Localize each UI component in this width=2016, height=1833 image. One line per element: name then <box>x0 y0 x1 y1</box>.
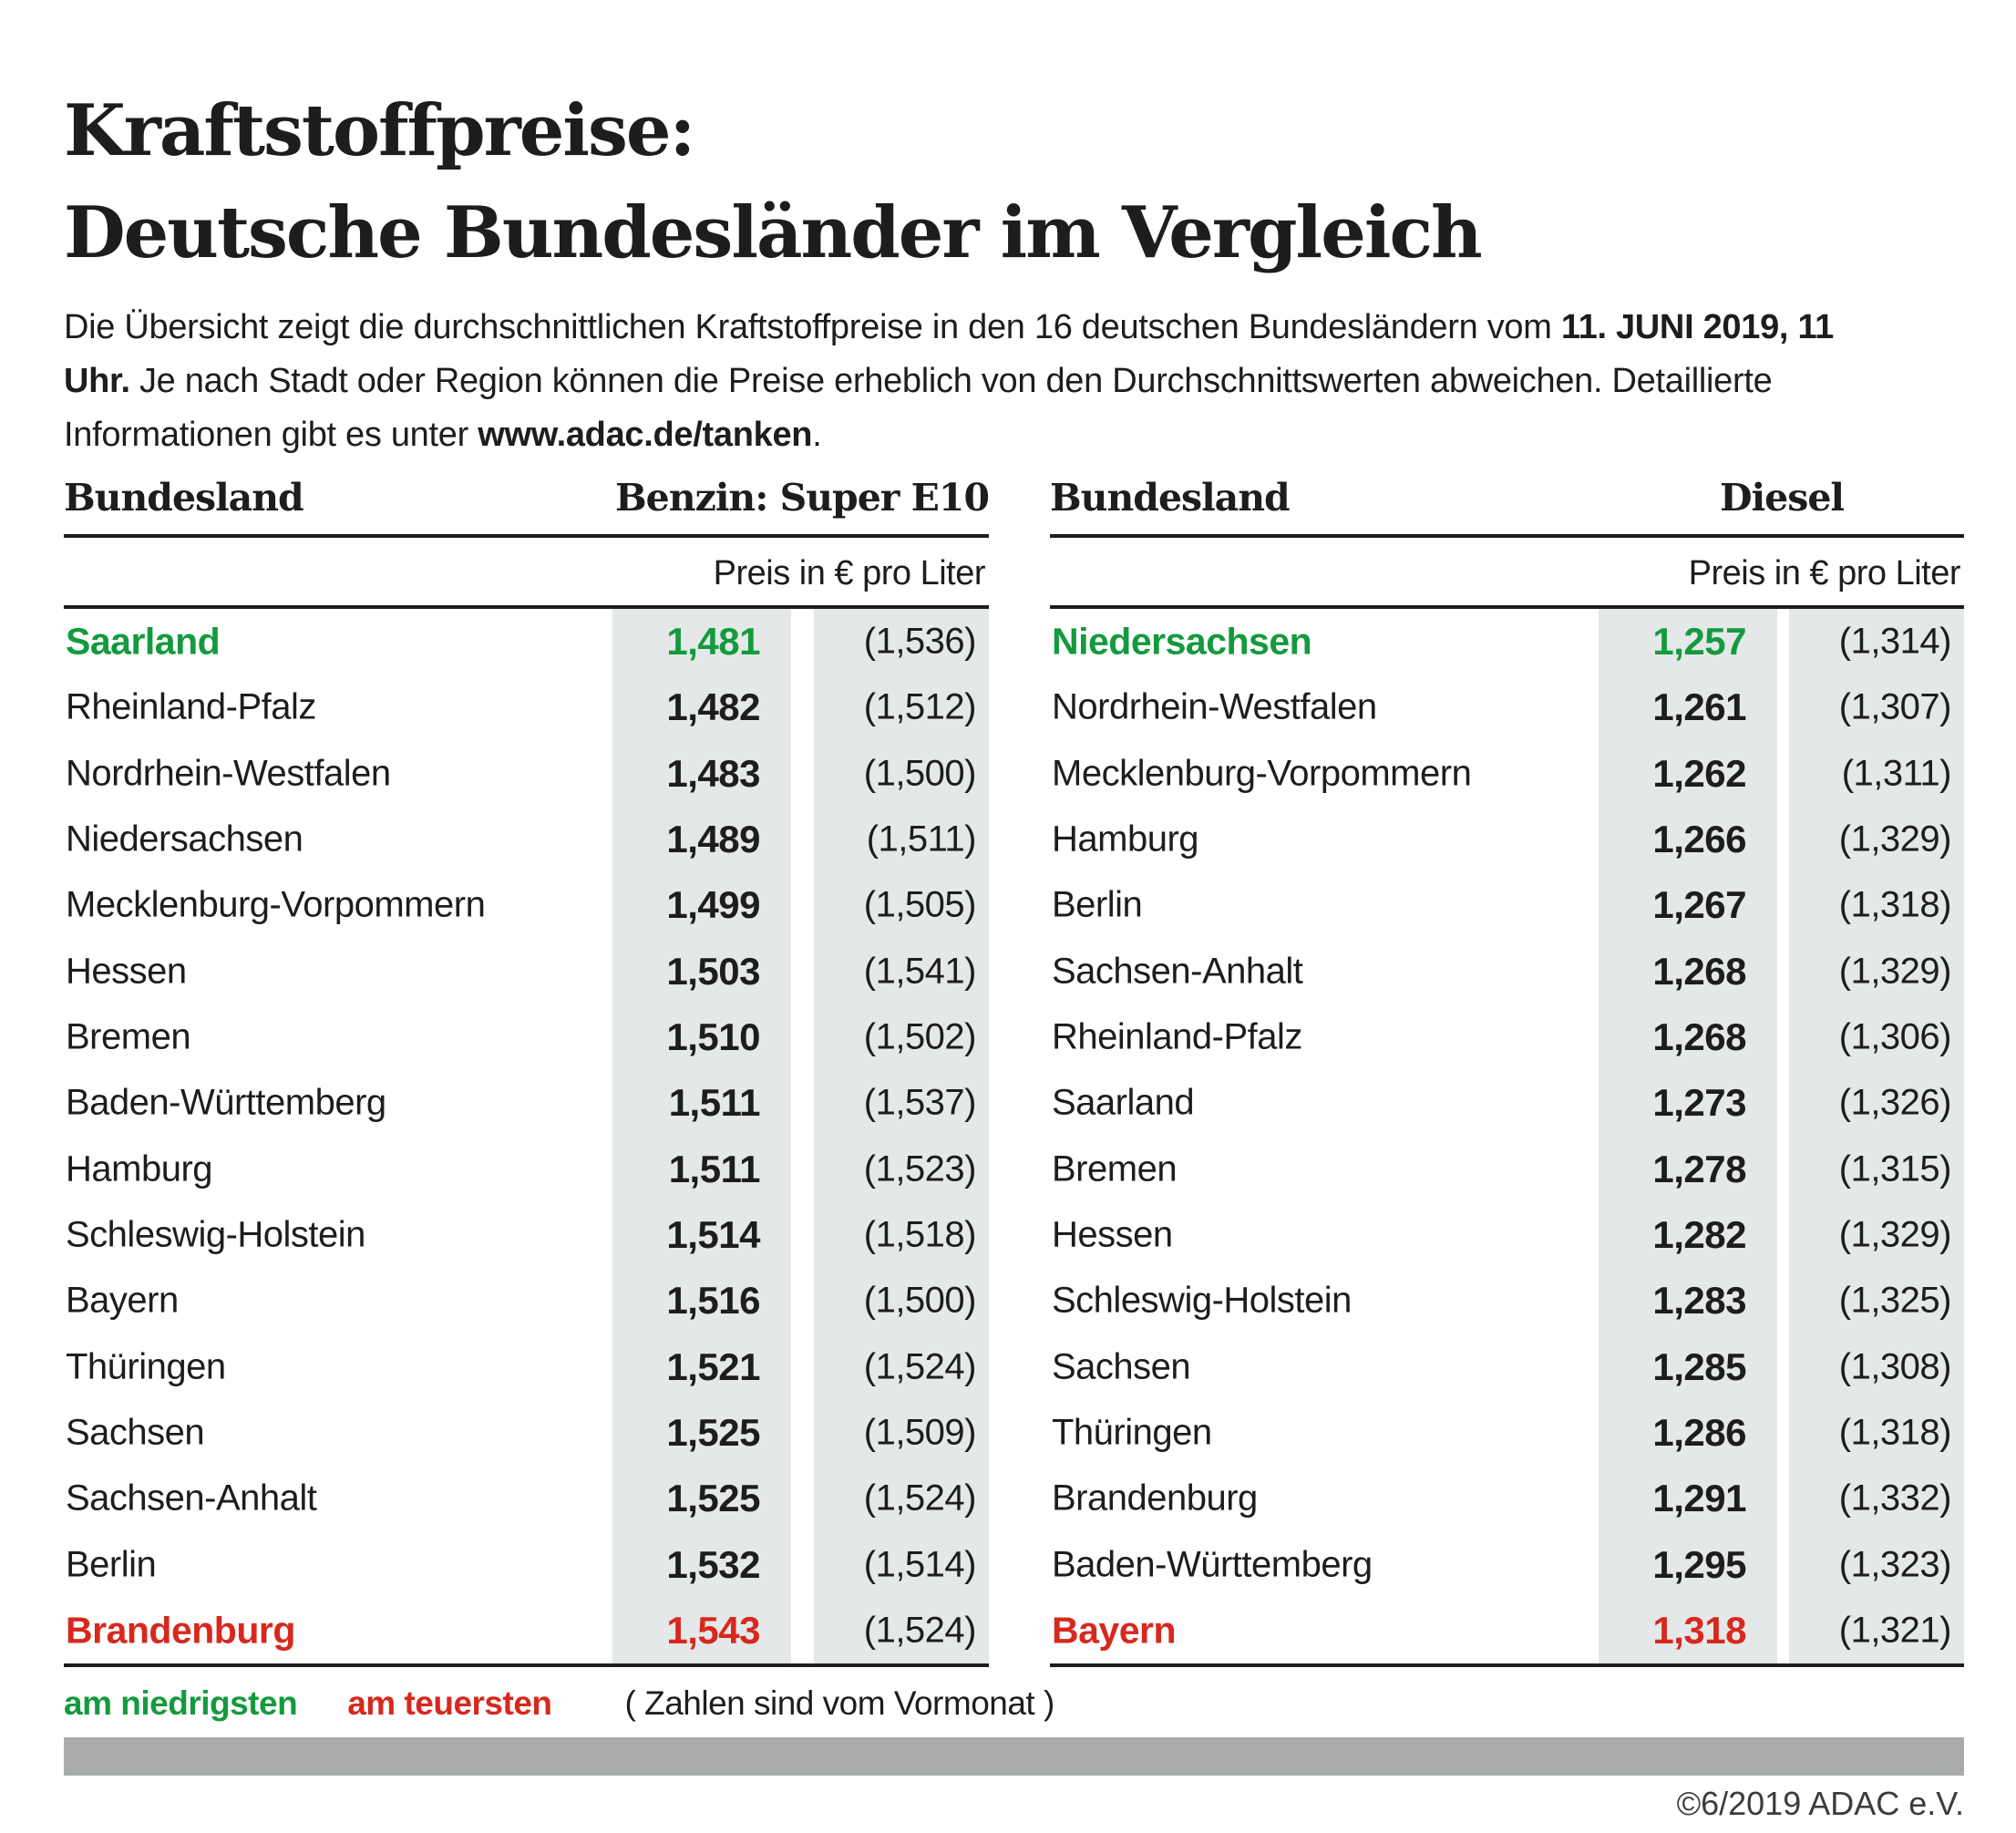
previous-month-value: (1,314) <box>1838 621 1951 662</box>
benzin-table-header <box>64 474 989 530</box>
divider <box>64 1663 989 1667</box>
state-label: Thüringen <box>1052 1412 1212 1453</box>
state-label: Mecklenburg-Vorpommern <box>1052 753 1472 794</box>
state-label: Bremen <box>1052 1148 1178 1189</box>
table-row <box>1050 1466 1964 1531</box>
page-title-line2: Deutsche Bundesländer im Vergleich <box>64 191 1481 275</box>
state-label: Hessen <box>1052 1214 1173 1255</box>
table-row <box>64 1202 989 1268</box>
price-value: 1,521 <box>666 1344 760 1388</box>
state-label: Brandenburg <box>1052 1478 1258 1519</box>
intro-text-2: Je nach Stadt oder Region können die Preise erheblich von den Durchschnittswerten abweichen. Detaillierte Informationen gibt es unter <box>64 362 1773 454</box>
intro-paragraph <box>64 301 1877 462</box>
state-label: Bayern <box>66 1280 179 1321</box>
benzin-price-table <box>64 474 989 1670</box>
price-value: 1,516 <box>666 1279 760 1323</box>
page-title <box>64 80 1481 284</box>
previous-month-value: (1,318) <box>1838 1412 1951 1453</box>
state-label: Saarland <box>66 620 221 663</box>
previous-month-value: (1,518) <box>863 1214 976 1255</box>
table-row <box>1050 807 1964 872</box>
state-label: Rheinland-Pfalz <box>66 686 316 727</box>
legend <box>64 1684 1054 1723</box>
price-value: 1,482 <box>666 685 760 729</box>
price-value: 1,283 <box>1652 1279 1746 1323</box>
state-label: Hessen <box>66 951 187 992</box>
price-value: 1,273 <box>1652 1081 1746 1125</box>
table-row <box>64 1334 989 1399</box>
adac-link-text: www.adac.de/tanken <box>478 416 813 454</box>
table-row <box>1050 1400 1964 1466</box>
table-row <box>1050 741 1964 807</box>
table-row <box>1050 1268 1964 1334</box>
previous-month-value: (1,536) <box>863 621 976 662</box>
intro-date-bold: 11. JUNI 2019, 11 Uhr. <box>64 308 1835 400</box>
table-row <box>1050 872 1964 938</box>
price-value: 1,532 <box>666 1542 760 1586</box>
table-row <box>64 939 989 1004</box>
price-value: 1,489 <box>666 818 760 861</box>
diesel-rows <box>1050 609 1964 1663</box>
state-label: Berlin <box>66 1544 157 1585</box>
page-title-line1: Kraftstoffpreise: <box>64 89 694 173</box>
previous-month-value: (1,500) <box>863 753 976 794</box>
previous-month-value: (1,524) <box>863 1346 976 1387</box>
state-label: Saarland <box>1052 1082 1195 1123</box>
previous-month-value: (1,541) <box>863 951 976 992</box>
diesel-unit-label: Preis in € pro Liter <box>1688 554 1960 592</box>
previous-month-value: (1,311) <box>1841 753 1951 794</box>
benzin-rows <box>64 609 989 1663</box>
divider <box>1050 534 1964 538</box>
previous-month-value: (1,511) <box>866 819 976 860</box>
divider <box>1050 1663 1964 1667</box>
price-value: 1,262 <box>1652 751 1746 795</box>
previous-month-value: (1,512) <box>863 686 976 727</box>
table-row <box>1050 1598 1964 1663</box>
state-label: Niedersachsen <box>66 819 303 860</box>
previous-month-value: (1,329) <box>1838 951 1951 992</box>
previous-month-value: (1,500) <box>863 1280 976 1321</box>
table-row <box>64 1268 989 1334</box>
previous-month-value: (1,308) <box>1838 1346 1951 1387</box>
price-value: 1,257 <box>1652 620 1746 664</box>
previous-month-value: (1,307) <box>1838 686 1951 727</box>
previous-month-value: (1,318) <box>1838 884 1951 925</box>
previous-month-value: (1,325) <box>1838 1280 1951 1321</box>
price-value: 1,286 <box>1652 1410 1746 1454</box>
table-row <box>1050 1334 1964 1399</box>
previous-month-value: (1,315) <box>1838 1148 1951 1189</box>
legend-lowest-label: am niedrigsten <box>64 1684 298 1722</box>
previous-month-value: (1,306) <box>1838 1016 1951 1057</box>
table-row <box>64 609 989 675</box>
price-value: 1,278 <box>1652 1147 1746 1190</box>
state-label: Sachsen-Anhalt <box>1052 951 1303 992</box>
previous-month-value: (1,323) <box>1838 1544 1951 1585</box>
state-label: Sachsen <box>66 1412 205 1453</box>
diesel-price-table <box>1050 474 1964 1670</box>
footer-bar <box>64 1737 1964 1776</box>
price-value: 1,511 <box>668 1147 760 1190</box>
table-row <box>1050 1531 1964 1597</box>
price-value: 1,481 <box>666 620 760 664</box>
state-label: Niedersachsen <box>1052 620 1312 663</box>
state-label: Brandenburg <box>66 1609 295 1652</box>
state-label: Schleswig-Holstein <box>1052 1280 1352 1321</box>
table-row <box>64 1466 989 1531</box>
price-value: 1,514 <box>666 1212 760 1256</box>
table-row <box>64 1004 989 1070</box>
state-label: Rheinland-Pfalz <box>1052 1016 1302 1057</box>
previous-month-value: (1,329) <box>1838 1214 1951 1255</box>
previous-month-value: (1,524) <box>863 1478 976 1519</box>
state-label: Nordrhein-Westfalen <box>1052 686 1377 727</box>
table-row <box>64 1531 989 1597</box>
previous-month-value: (1,332) <box>1838 1478 1951 1519</box>
table-row <box>64 1598 989 1663</box>
state-label: Hamburg <box>1052 819 1199 860</box>
price-value: 1,483 <box>666 751 760 795</box>
previous-month-value: (1,502) <box>863 1016 976 1057</box>
price-value: 1,510 <box>666 1015 760 1059</box>
price-value: 1,525 <box>666 1410 760 1454</box>
table-row <box>1050 675 1964 740</box>
previous-month-value: (1,524) <box>863 1610 976 1651</box>
intro-text-3: . <box>812 416 822 454</box>
previous-month-value: (1,514) <box>863 1544 976 1585</box>
state-label: Mecklenburg-Vorpommern <box>66 884 486 925</box>
previous-month-value: (1,505) <box>863 884 976 925</box>
price-value: 1,282 <box>1652 1212 1746 1256</box>
table-row <box>1050 1137 1964 1202</box>
price-value: 1,285 <box>1652 1344 1746 1388</box>
diesel-table-header <box>1050 474 1964 530</box>
benzin-unit-label: Preis in € pro Liter <box>713 554 985 592</box>
price-value: 1,291 <box>1652 1477 1746 1520</box>
state-label: Schleswig-Holstein <box>66 1214 365 1255</box>
diesel-fuel-column-header: Diesel <box>1720 476 1844 520</box>
price-value: 1,503 <box>666 949 760 993</box>
state-label: Baden-Württemberg <box>1052 1544 1373 1585</box>
previous-month-value: (1,329) <box>1838 819 1951 860</box>
state-label: Berlin <box>1052 884 1143 925</box>
price-value: 1,295 <box>1652 1542 1746 1586</box>
legend-note: ( Zahlen sind vom Vormonat ) <box>624 1684 1054 1722</box>
table-row <box>1050 609 1964 675</box>
price-value: 1,268 <box>1652 949 1746 993</box>
table-row <box>64 741 989 807</box>
price-value: 1,543 <box>666 1608 760 1652</box>
table-row <box>64 1137 989 1202</box>
previous-month-value: (1,509) <box>863 1412 976 1453</box>
previous-month-value: (1,537) <box>863 1082 976 1123</box>
previous-month-value: (1,523) <box>863 1148 976 1189</box>
price-value: 1,499 <box>666 883 760 927</box>
previous-month-value: (1,326) <box>1838 1082 1951 1123</box>
benzin-state-column-header: Bundesland <box>64 476 303 520</box>
state-label: Bayern <box>1052 1609 1177 1652</box>
table-row <box>64 872 989 938</box>
price-value: 1,318 <box>1652 1608 1746 1652</box>
state-label: Nordrhein-Westfalen <box>66 753 391 794</box>
table-row <box>64 1070 989 1136</box>
state-label: Thüringen <box>66 1346 226 1387</box>
state-label: Sachsen-Anhalt <box>66 1478 317 1519</box>
table-row <box>1050 939 1964 1004</box>
legend-highest-label: am teuersten <box>347 1684 552 1722</box>
state-label: Bremen <box>66 1016 191 1057</box>
price-value: 1,268 <box>1652 1015 1746 1059</box>
state-label: Baden-Württemberg <box>66 1082 386 1123</box>
table-row <box>1050 1070 1964 1136</box>
price-value: 1,511 <box>668 1081 760 1125</box>
state-label: Hamburg <box>66 1148 213 1189</box>
table-row <box>64 807 989 872</box>
benzin-fuel-column-header: Benzin: Super E10 <box>615 476 989 520</box>
price-value: 1,267 <box>1652 883 1746 927</box>
table-row <box>1050 1202 1964 1268</box>
previous-month-value: (1,321) <box>1838 1610 1951 1651</box>
divider <box>64 534 989 538</box>
diesel-state-column-header: Bundesland <box>1050 476 1290 520</box>
price-value: 1,261 <box>1652 685 1746 729</box>
price-value: 1,266 <box>1652 818 1746 861</box>
table-row <box>64 675 989 740</box>
copyright-text: ©6/2019 ADAC e.V. <box>1676 1785 1964 1822</box>
table-row <box>1050 1004 1964 1070</box>
price-value: 1,525 <box>666 1477 760 1520</box>
state-label: Sachsen <box>1052 1346 1191 1387</box>
intro-text: Die Übersicht zeigt die durchschnittlichen Kraftstoffpreise in den 16 deutschen Bundesländern vom <box>64 308 1561 346</box>
table-row <box>64 1400 989 1466</box>
